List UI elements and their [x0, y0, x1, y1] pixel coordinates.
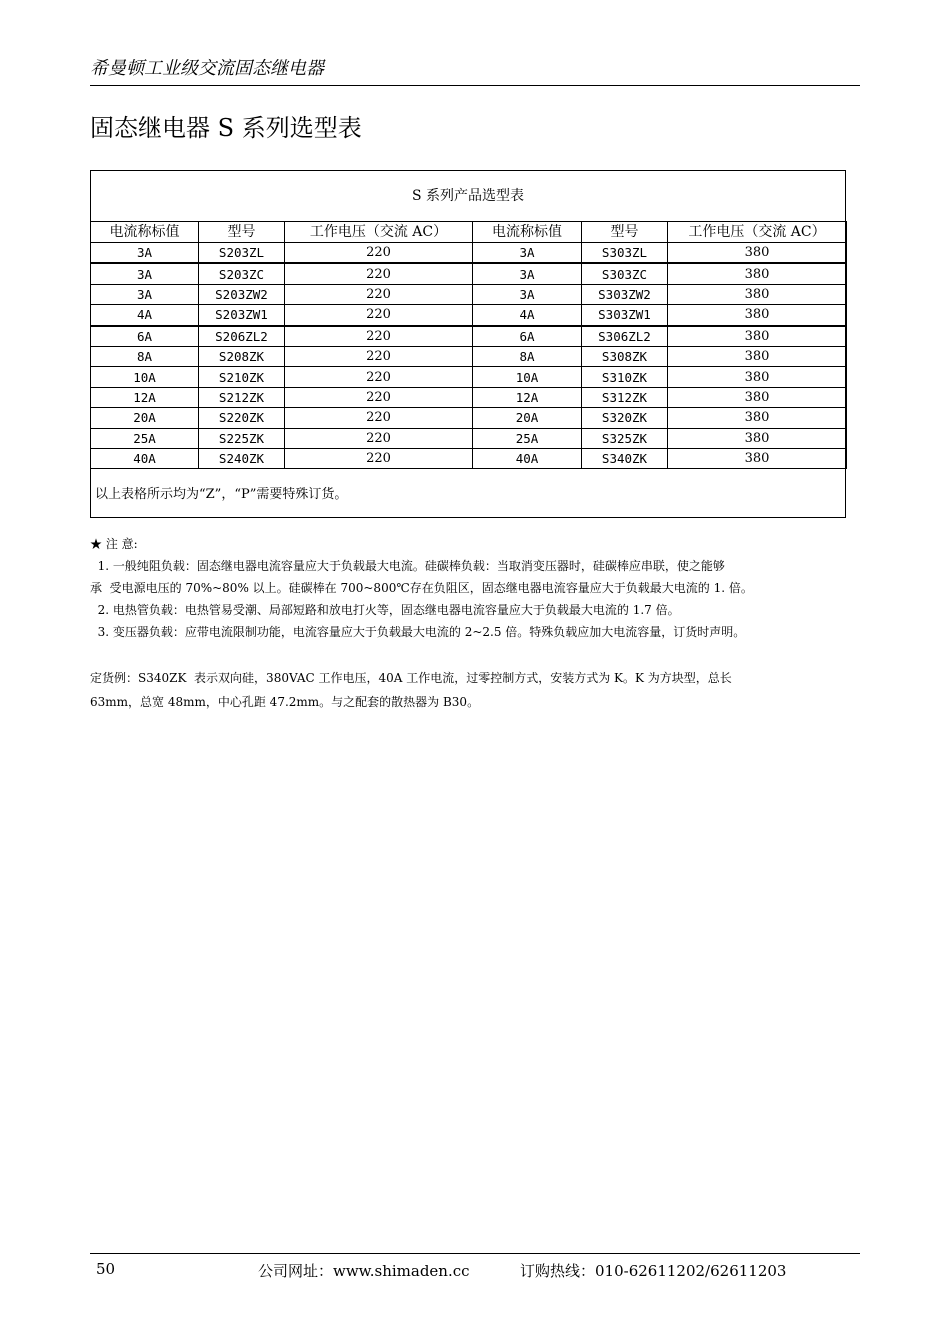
table-cell: S303ZL: [582, 243, 668, 264]
table-cell: 3A: [473, 284, 582, 304]
table-cell: S206ZL2: [199, 326, 285, 347]
table-row: [91, 428, 847, 448]
note-line: 承 受电源电压的 70%~80% 以上。硅碳棒在 700~800℃存在负阻区，固态继电器电流容量应大于负载最大电流的 1. 倍。: [90, 581, 753, 595]
table-cell: 220: [285, 387, 473, 407]
table-cell: 220: [285, 284, 473, 304]
table-cell: 20A: [473, 408, 582, 428]
table-cell: S220ZK: [199, 408, 285, 428]
table-cell: S203ZC: [199, 263, 285, 284]
column-header: 型号: [199, 222, 285, 243]
table-cell: S325ZK: [582, 428, 668, 448]
order-example-line: 定货例：S340ZK 表示双向硅，380VAC 工作电压，40A 工作电流，过零控制方式，安装方式为 K。K 为方块型，总长: [90, 671, 732, 685]
page-heading: 固态继电器 S 系列选型表: [90, 114, 362, 142]
table-cell: 220: [285, 305, 473, 326]
table-cell: S303ZC: [582, 263, 668, 284]
table-header-row: [91, 222, 847, 243]
table-cell: 380: [668, 263, 847, 284]
table-cell: 4A: [91, 305, 199, 326]
table-row: [91, 284, 847, 304]
table-cell: S310ZK: [582, 367, 668, 387]
table-cell: S203ZL: [199, 243, 285, 264]
footer-website: 公司网址：www.shimaden.cc: [258, 1262, 470, 1280]
table-cell: 380: [668, 284, 847, 304]
table-cell: 12A: [91, 387, 199, 407]
table-cell: 220: [285, 263, 473, 284]
header-title: 希曼顿工业级交流固态继电器: [90, 58, 324, 79]
spec-table: [90, 221, 847, 469]
table-cell: S320ZK: [582, 408, 668, 428]
table-cell: S203ZW1: [199, 305, 285, 326]
table-cell: 380: [668, 387, 847, 407]
table-row: [91, 387, 847, 407]
table-row: [91, 448, 847, 468]
table-cell: S225ZK: [199, 428, 285, 448]
table-cell: S203ZW2: [199, 284, 285, 304]
table-cell: 380: [668, 408, 847, 428]
table-cell: 380: [668, 243, 847, 264]
column-header: 型号: [582, 222, 668, 243]
table-cell: S303ZW2: [582, 284, 668, 304]
table-cell: S208ZK: [199, 346, 285, 366]
table-cell: 220: [285, 346, 473, 366]
table-cell: 3A: [91, 243, 199, 264]
table-row: [91, 305, 847, 326]
table-cell: S210ZK: [199, 367, 285, 387]
table-cell: 6A: [91, 326, 199, 347]
table-cell: 10A: [473, 367, 582, 387]
table-cell: 3A: [473, 263, 582, 284]
order-example: [90, 666, 865, 714]
footer-rule: [90, 1253, 860, 1254]
table-cell: S340ZK: [582, 448, 668, 468]
table-cell: 25A: [473, 428, 582, 448]
column-header: 电流称标值: [91, 222, 199, 243]
table-cell: 380: [668, 326, 847, 347]
spec-table-box: [90, 170, 846, 518]
table-footnote: 以上表格所示均为“Z”，“P”需要特殊订货。: [95, 487, 348, 502]
table-row: [91, 263, 847, 284]
table-cell: 10A: [91, 367, 199, 387]
table-row: [91, 243, 847, 264]
table-cell: 8A: [91, 346, 199, 366]
table-row: [91, 326, 847, 347]
table-cell: 40A: [91, 448, 199, 468]
column-header: 工作电压（交流 AC）: [668, 222, 847, 243]
table-cell: 380: [668, 346, 847, 366]
table-body: [91, 243, 847, 469]
table-cell: 25A: [91, 428, 199, 448]
page-number: 50: [96, 1260, 116, 1278]
table-cell: 8A: [473, 346, 582, 366]
table-cell: 3A: [91, 284, 199, 304]
table-cell: S240ZK: [199, 448, 285, 468]
notes-title: ★ 注 意:: [90, 537, 138, 551]
header-rule: [90, 85, 860, 86]
table-cell: S303ZW1: [582, 305, 668, 326]
table-cell: 380: [668, 448, 847, 468]
table-cell: S212ZK: [199, 387, 285, 407]
table-cell: 12A: [473, 387, 582, 407]
table-cell: 380: [668, 305, 847, 326]
order-example-line: 63mm，总宽 48mm，中心孔距 47.2mm。与之配套的散热器为 B30。: [90, 695, 480, 709]
table-cell: 220: [285, 428, 473, 448]
table-cell: 3A: [473, 243, 582, 264]
table-cell: 220: [285, 243, 473, 264]
table-caption: S 系列产品选型表: [411, 188, 525, 204]
table-cell: 220: [285, 367, 473, 387]
table-cell: 380: [668, 367, 847, 387]
table-cell: 4A: [473, 305, 582, 326]
table-cell: S308ZK: [582, 346, 668, 366]
table-row: [91, 346, 847, 366]
table-cell: 40A: [473, 448, 582, 468]
table-cell: 6A: [473, 326, 582, 347]
column-header: 工作电压（交流 AC）: [285, 222, 473, 243]
table-cell: 380: [668, 428, 847, 448]
note-line: 1. 一般纯阻负载：固态继电器电流容量应大于负载最大电流。硅碳棒负载：当取消变压器时，硅碳棒应串联，使之能够: [90, 559, 725, 573]
footer-hotline: 订购热线：010-62611202/62611203: [520, 1262, 787, 1280]
table-cell: S306ZL2: [582, 326, 668, 347]
table-cell: 20A: [91, 408, 199, 428]
note-line: 2. 电热管负载：电热管易受潮、局部短路和放电打火等，固态继电器电流容量应大于负载最大电流的 1.7 倍。: [90, 603, 680, 617]
table-cell: 3A: [91, 263, 199, 284]
column-header: 电流称标值: [473, 222, 582, 243]
table-cell: 220: [285, 326, 473, 347]
table-cell: S312ZK: [582, 387, 668, 407]
table-row: [91, 367, 847, 387]
note-line: 3. 变压器负载：应带电流限制功能，电流容量应大于负载最大电流的 2~2.5 倍。特殊负载应加大电流容量，订货时声明。: [90, 625, 746, 639]
table-row: [91, 408, 847, 428]
notes-section: [90, 533, 865, 643]
table-cell: 220: [285, 408, 473, 428]
table-cell: 220: [285, 448, 473, 468]
